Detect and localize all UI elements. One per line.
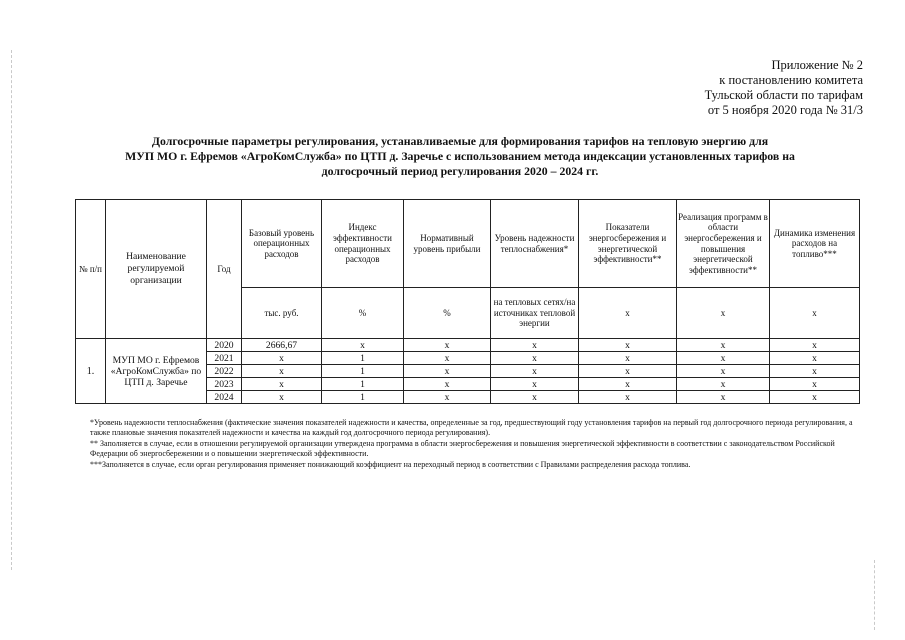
unit-base: тыс. руб. [242,288,322,339]
appendix-block [705,58,863,118]
cell-index: 1 [322,378,404,391]
cell-programs: x [677,378,770,391]
title-line: Долгосрочные параметры регулирования, устанавливаемые для формирования тарифов на тепловую энергию для [151,134,769,148]
cell-reliability: x [491,339,579,352]
organization-name: МУП МО г. Ефремов «АгроКомСлужба» по ЦТП д. Заречье [106,339,207,404]
row-number: 1. [76,339,106,404]
header-org: Наименование регулируемой организации [106,200,207,339]
cell-year: 2022 [207,365,242,378]
cell-reliability: x [491,365,579,378]
scan-edge-mark [874,560,875,630]
unit-reliability: на тепловых сетях/на источниках тепловой энергии [491,288,579,339]
appendix-line: от 5 ноября 2020 года № 31/3 [707,103,863,117]
footnote-energy-program: ** Заполняется в случае, если в отношении регулируемой организации утверждена программа в области энергосбережения и повышения энергетической эффективности в соответствии с законодательством Российской Федерации об энергосбережении и о повышении энергетической эффективности. [90,438,835,459]
table-row [76,339,860,352]
header-base: Базовый уровень операционных расходов [242,200,322,288]
unit-fuel: x [770,288,860,339]
cell-base: x [242,391,322,404]
cell-reliability: x [491,391,579,404]
cell-base: 2666,67 [242,339,322,352]
cell-profit: x [404,365,491,378]
cell-fuel: x [770,352,860,365]
cell-profit: x [404,339,491,352]
cell-base: x [242,378,322,391]
cell-energy: x [579,365,677,378]
header-reliability: Уровень надежности теплоснабжения* [491,200,579,288]
header-fuel: Динамика изменения расходов на топливо*** [770,200,860,288]
cell-fuel: x [770,378,860,391]
unit-programs: x [677,288,770,339]
title-line: МУП МО г. Ефремов «АгроКомСлужба» по ЦТП д. Заречье с использованием метода индексации установленных тарифов на [125,149,795,163]
cell-index: 1 [322,365,404,378]
appendix-line: Приложение № 2 [771,58,863,72]
document-title [80,134,840,179]
footnote-fuel: ***Заполняется в случае, если орган регулирования применяет понижающий коэффициент на переходный период в соответствии с Правилами распределения расхода топлива. [90,459,691,469]
cell-fuel: x [770,365,860,378]
unit-energy: x [579,288,677,339]
cell-year: 2024 [207,391,242,404]
cell-reliability: x [491,352,579,365]
header-index: Индекс эффективности операционных расходов [322,200,404,288]
appendix-line: Тульской области по тарифам [704,88,863,102]
cell-programs: x [677,339,770,352]
cell-energy: x [579,391,677,404]
cell-programs: x [677,365,770,378]
cell-profit: x [404,391,491,404]
title-line: долгосрочный период регулирования 2020 – 2024 гг. [321,164,599,178]
cell-energy: x [579,352,677,365]
header-profit: Нормативный уровень прибыли [404,200,491,288]
cell-base: x [242,365,322,378]
cell-energy: x [579,339,677,352]
header-energy: Показатели энергосбережения и энергетической эффективности** [579,200,677,288]
cell-profit: x [404,378,491,391]
header-year: Год [207,200,242,339]
footnotes [90,418,860,470]
header-programs: Реализация программ в области энергосбережения и повышения энергетической эффективности** [677,200,770,288]
footnote-reliability: *Уровень надежности теплоснабжения (фактические значения показателей надежности и качества, определенные за год, предшествующий году установления тарифов на первый год долгосрочного периода регулирования, а также плановые значения показателей надежности и качества на каждый год долгосрочного периода регулирования). [90,418,853,438]
unit-profit: % [404,288,491,339]
cell-programs: x [677,391,770,404]
cell-index: 1 [322,352,404,365]
cell-energy: x [579,378,677,391]
cell-fuel: x [770,339,860,352]
cell-base: x [242,352,322,365]
cell-fuel: x [770,391,860,404]
cell-year: 2023 [207,378,242,391]
cell-index: 1 [322,391,404,404]
cell-index: x [322,339,404,352]
cell-profit: x [404,352,491,365]
cell-programs: x [677,352,770,365]
parameters-table [75,199,860,404]
cell-year: 2020 [207,339,242,352]
appendix-line: к постановлению комитета [719,73,863,87]
scan-edge-mark [11,50,12,570]
unit-index: % [322,288,404,339]
cell-year: 2021 [207,352,242,365]
cell-reliability: x [491,378,579,391]
header-num: № п/п [76,200,106,339]
